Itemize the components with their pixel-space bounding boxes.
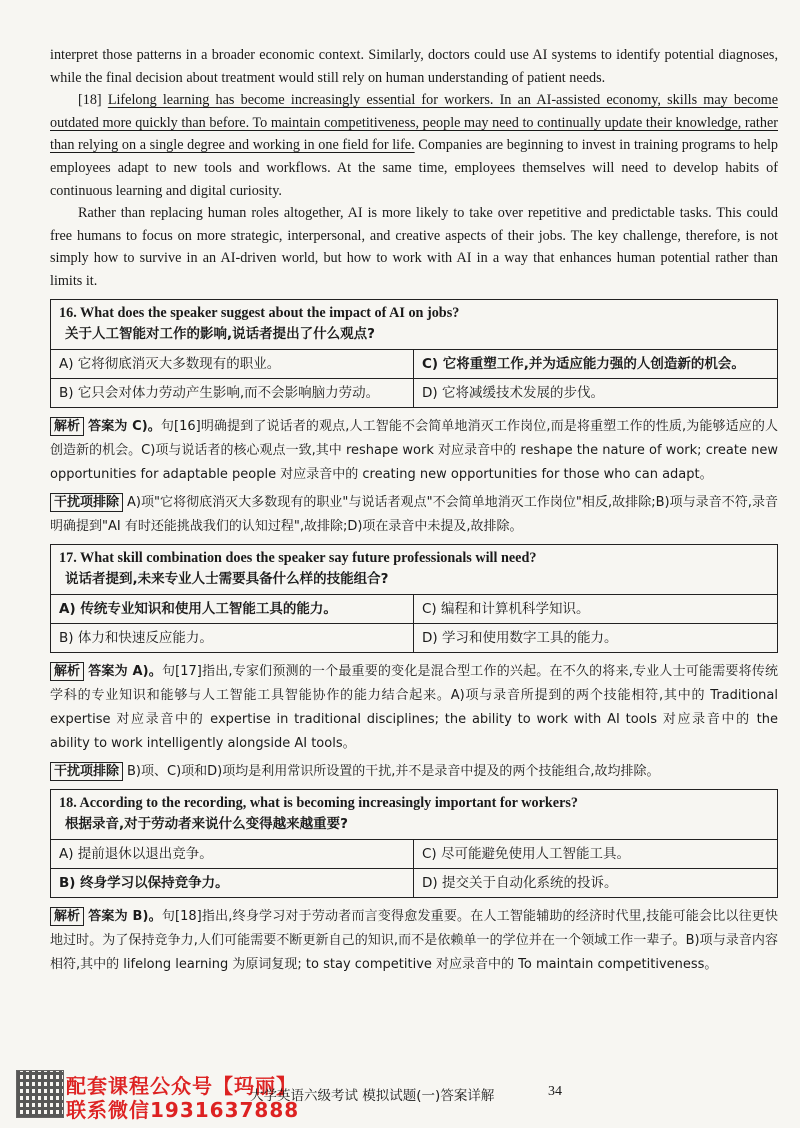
qr-code-icon: [16, 1070, 64, 1118]
option-b: B) 体力和快速反应能力。: [51, 624, 414, 652]
option-c: C) 编程和计算机科学知识。: [414, 595, 777, 624]
sentence-marker: [18]: [78, 92, 102, 109]
question-text-en: 16. What does the speaker suggest about the impact of AI on jobs?: [59, 304, 460, 321]
question-text-en: 18. According to the recording, what is becoming increasingly important for workers?: [59, 794, 578, 811]
option-b: B) 终身学习以保持竞争力。: [51, 869, 414, 897]
option-a: A) 传统专业知识和使用人工智能工具的能力。: [51, 595, 414, 624]
passage-paragraph: Rather than replacing human roles altogether, AI is more likely to take over repetitive and predictable tasks. This could free humans to focus on more strategic, interpersonal, and creative aspects of their jobs. The key challenge, therefore, is not simply how to survive in an AI-driven world, but how to work with AI in a way that enhances human potential rather than limits it.: [50, 205, 778, 289]
answer-text: 答案为 B)。: [88, 908, 162, 924]
page-footer: [0, 1068, 800, 1128]
question-text-zh: 说话者提到,未来专业人士需要具备什么样的技能组合?: [65, 570, 389, 587]
distractor-16: [50, 490, 778, 538]
passage-paragraph-18: [50, 89, 778, 202]
question-header: [51, 300, 777, 350]
options-grid: [51, 840, 777, 897]
explanation-text: 句[17]指出,专家们预测的一个最重要的变化是混合型工作的兴起。在不久的将来,专业人士可能需要将传统学科的专业知识和能够与人工智能工具智能协作的能力结合起来。A)项与录音所提到的两个技能相符,其中的 Traditional expertise 对应录音中的 expertise in traditional disciplines; the ability to work with AI tools 对应录音中的 the ability to work intelligently alongside AI tools。: [50, 663, 779, 751]
question-box-17: [50, 544, 778, 653]
explanation-18: [50, 904, 778, 976]
distractor-text: B)项、C)项和D)项均是利用常识所设置的干扰,并不是录音中提及的两个技能组合,故均排除。: [127, 763, 660, 779]
ganrao-tag: 干扰项排除: [50, 762, 123, 781]
page-content: [50, 44, 778, 976]
promo-banner-line1: 配套课程公众号【玛丽】: [66, 1074, 297, 1098]
question-text-en: 17. What skill combination does the speaker say future professionals will need?: [59, 549, 537, 566]
question-box-18: [50, 789, 778, 898]
explanation-16: [50, 414, 778, 486]
question-header: [51, 545, 777, 595]
answer-text: 答案为 A)。: [88, 663, 162, 679]
option-d: D) 它将减缓技术发展的步伐。: [422, 384, 604, 401]
question-text-zh: 根据录音,对于劳动者来说什么变得越来越重要?: [65, 815, 348, 832]
option-d: D) 提交关于自动化系统的投诉。: [422, 874, 618, 891]
question-box-16: [50, 299, 778, 408]
distractor-text: A)项"它将彻底消灭大多数现有的职业"与说话者观点"不会简单地消灭工作岗位"相反,故排除;B)项与录音不符,录音明确提到"AI 有时还能挑战我们的认知过程",故排除;D)项在录音中未提及,故排除。: [50, 494, 778, 534]
question-text-zh: 关于人工智能对工作的影响,说话者提出了什么观点?: [65, 325, 375, 342]
ganrao-tag: 干扰项排除: [50, 493, 123, 512]
jiexi-tag: 解析: [50, 907, 84, 926]
option-c: C) 它将重塑工作,并为适应能力强的人创造新的机会。: [414, 350, 777, 379]
explanation-text: 句[18]指出,终身学习对于劳动者而言变得愈发重要。在人工智能辅助的经济时代里,技能可能会比以往更快地过时。为了保持竞争力,人们可能需要不断更新自己的知识,而不是依赖单一的学位并在一个领域工作一辈子。B)项与录音内容相符,其中的 lifelong learning 为原词复现; to stay competitive 对应录音中的 To maintain competitiveness。: [50, 908, 778, 972]
page-number: 34: [548, 1084, 562, 1099]
option-a: A) 提前退休以退出竞争。: [51, 840, 414, 869]
paragraph-text: Companies are beginning to invest in training programs to help employees adapt to new tools and workflows. At the same time, employees themselves will need to develop habits of continuous learning and digital curiosity.: [50, 137, 779, 199]
option-c: C) 尽可能避免使用人工智能工具。: [414, 840, 777, 869]
option-a: A) 它将彻底消灭大多数现有的职业。: [51, 350, 414, 379]
option-d: D) 学习和使用数字工具的能力。: [422, 629, 618, 646]
jiexi-tag: 解析: [50, 417, 84, 436]
question-header: [51, 790, 777, 840]
underlined-sentence: Lifelong learning has become increasingly essential for workers. In an AI-assisted economy, skills may become outdated more quickly than before. To maintain competitiveness, people may need to continually update their knowledge, rather than relying on a single degree and working in one field for life.: [50, 92, 779, 154]
running-footer-title: 大学英语六级考试 模拟试题(一)答案详解: [250, 1088, 495, 1104]
passage-paragraph: interpret those patterns in a broader economic context. Similarly, doctors could use AI systems to identify potential diagnoses, while the final decision about treatment would still rely on human understanding of patient needs.: [50, 47, 778, 86]
options-grid: [51, 595, 777, 652]
jiexi-tag: 解析: [50, 662, 84, 681]
options-grid: [51, 350, 777, 407]
option-b: B) 它只会对体力劳动产生影响,而不会影响脑力劳动。: [51, 379, 414, 407]
answer-text: 答案为 C)。: [88, 418, 161, 434]
promo-banner-line2: 联系微信1931637888: [66, 1098, 300, 1122]
explanation-17: [50, 659, 778, 755]
explanation-text: 句[16]明确提到了说话者的观点,人工智能不会简单地消灭工作岗位,而是将重塑工作的性质,为能够适应的人创造新的机会。C)项与说话者的核心观点一致,其中 reshape work 对应录音中的 reshape the nature of work; create new opportunities for adaptable people 对应录音中的 creating new opportunities for those who can adapt。: [50, 418, 778, 482]
distractor-17: [50, 759, 778, 783]
